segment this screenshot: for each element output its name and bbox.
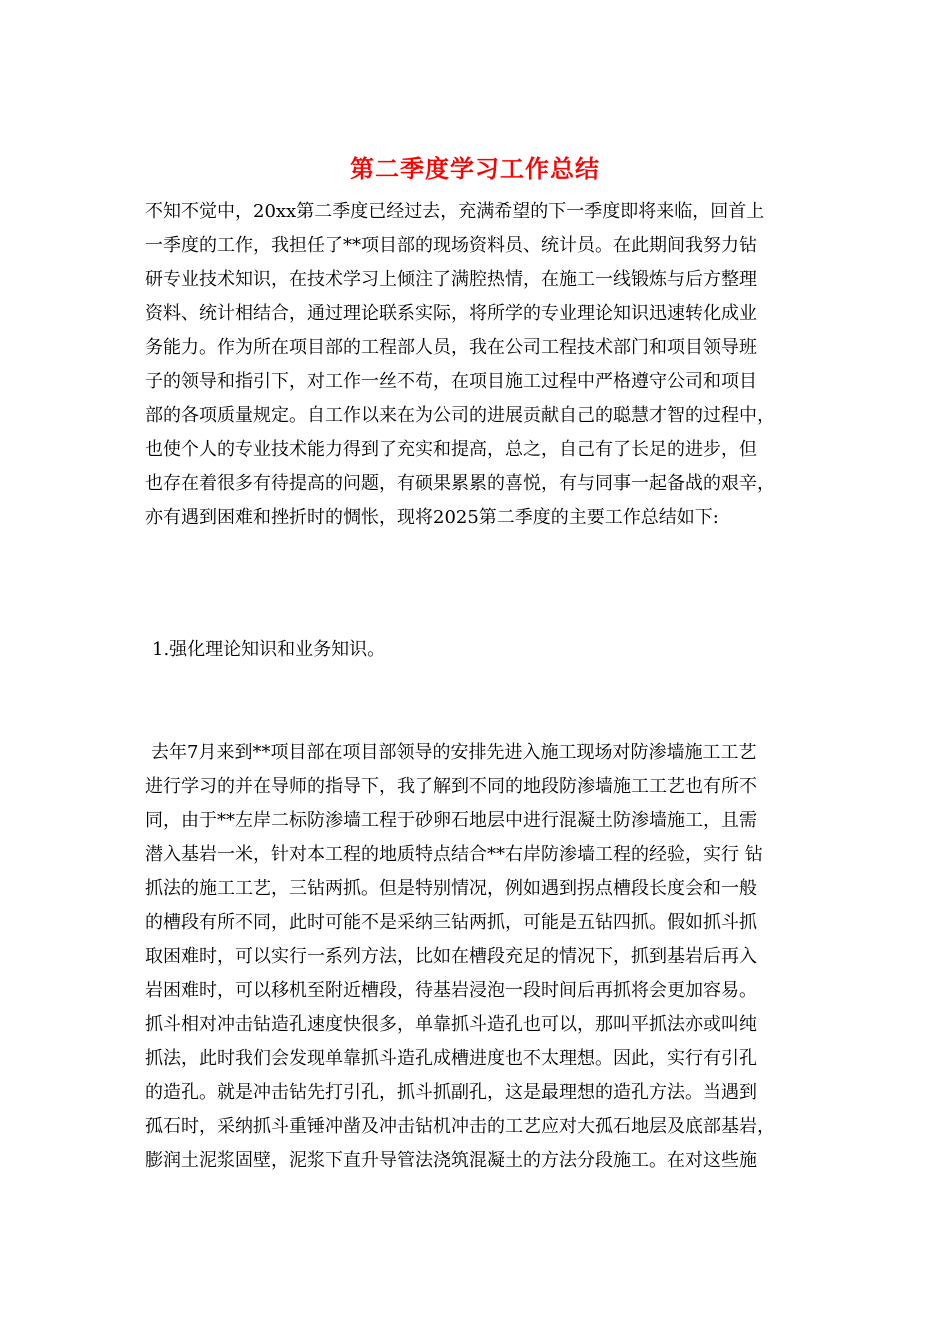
- paragraph-line: 研专业技术知识，在技术学习上倾注了满腔热情，在施工一线锻炼与后方整理: [145, 269, 757, 290]
- paragraph-line: 去年7月来到**项目部在项目部领导的安排先进入施工现场对防渗墙施工工艺: [151, 742, 757, 763]
- paragraph-line: 孤石时，采纳抓斗重锤冲凿及冲击钻机冲击的工艺应对大孤石地层及底部基岩，: [145, 1116, 775, 1137]
- paragraph-line: 的造孔。就是冲击钻先打引孔，抓斗抓副孔，这是最理想的造孔方法。当遇到: [145, 1082, 757, 1103]
- paragraph-line: 不知不觉中，20xx第二季度已经过去，充满希望的下一季度即将来临，回首上: [145, 201, 765, 222]
- paragraph-line: 同，由于**左岸二标防渗墙工程于砂卵石地层中进行混凝土防渗墙施工，且需: [145, 810, 757, 831]
- section-heading: [152, 633, 812, 667]
- paragraph-line: 膨润土泥浆固壁，泥浆下直升导管法浇筑混凝土的方法分段施工。在对这些施: [145, 1150, 757, 1171]
- paragraph-line: 部的各项质量规定。自工作以来在为公司的进展贡献自己的聪慧才智的过程中，: [145, 405, 775, 426]
- paragraph-line: 资料、统计相结合，通过理论联系实际，将所学的专业理论知识迅速转化成业: [145, 303, 757, 324]
- paragraph-line: 抓斗相对冲击钻造孔速度快很多，单靠抓斗造孔也可以，那叫平抓法亦或叫纯: [145, 1014, 757, 1035]
- document-title: 第二季度学习工作总结: [350, 154, 600, 183]
- paragraph-line: 抓法的施工工艺，三钻两抓。但是特别情况，例如遇到拐点槽段长度会和一般: [145, 878, 757, 899]
- section-paragraph: [145, 736, 805, 1178]
- paragraph-line: 岩困难时，可以移机至附近槽段，待基岩浸泡一段时间后再抓将会更加容易。: [145, 980, 757, 1001]
- intro-paragraph: [145, 195, 805, 535]
- paragraph-line: 务能力。作为所在项目部的工程部人员，我在公司工程技术部门和项目领导班: [145, 337, 757, 358]
- paragraph-line: 抓法，此时我们会发现单靠抓斗造孔成槽进度也不太理想。因此，实行有引孔: [145, 1048, 757, 1069]
- section-heading-text: 1.强化理论知识和业务知识。: [152, 639, 386, 660]
- paragraph-line: 的槽段有所不同，此时可能不是采纳三钻两抓，可能是五钻四抓。假如抓斗抓: [145, 912, 757, 933]
- paragraph-line: 也存在着很多有待提高的问题，有硕果累累的喜悦，有与同事一起备战的艰辛，: [145, 473, 775, 494]
- paragraph-line: 进行学习的并在导师的指导下，我了解到不同的地段防渗墙施工工艺也有所不: [145, 776, 757, 797]
- paragraph-line: 取困难时，可以实行一系列方法，比如在槽段充足的情况下，抓到基岩后再入: [145, 946, 757, 967]
- paragraph-line: 也使个人的专业技术能力得到了充实和提高，总之，自己有了长足的进步，但: [145, 439, 757, 460]
- paragraph-line: 子的领导和指引下，对工作一丝不苟，在项目施工过程中严格遵守公司和项目: [145, 371, 757, 392]
- paragraph-line: 潜入基岩一米，针对本工程的地质特点结合**右岸防渗墙工程的经验，实行 钻: [145, 844, 763, 865]
- paragraph-line: 亦有遇到困难和挫折时的惆怅，现将2025第二季度的主要工作总结如下:: [145, 507, 719, 528]
- paragraph-line: 一季度的工作，我担任了**项目部的现场资料员、统计员。在此期间我努力钻: [145, 235, 757, 256]
